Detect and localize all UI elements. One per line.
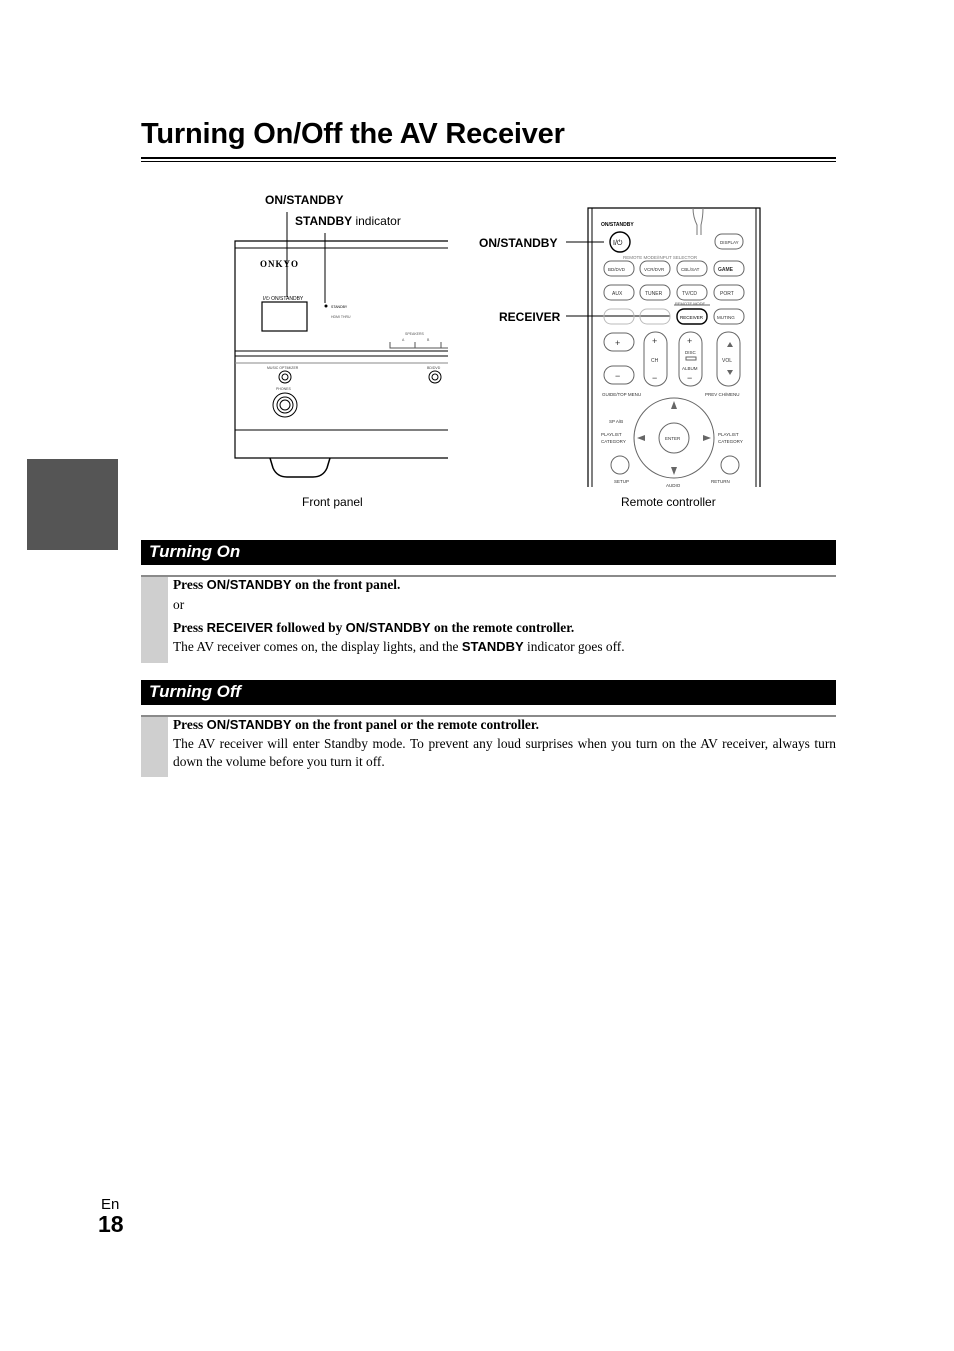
remote-album-label: ALBUM: [682, 366, 698, 371]
remote-guide: GUIDE/TOP MENU: [602, 392, 642, 397]
remote-top-label: ON/STANDBY: [601, 222, 634, 228]
remote-ch-minus: −: [652, 373, 658, 383]
remote-setup: SETUP: [614, 479, 630, 484]
remote-disc-label: DISC: [685, 350, 696, 355]
remote-plus: +: [615, 338, 621, 348]
remote-btn-muting: MUTING: [717, 315, 735, 320]
panel-speakers-a: A: [402, 338, 405, 342]
panel-button-label: I/⏻ ON/STANDBY: [263, 296, 304, 302]
panel-speakers-b: B: [427, 338, 430, 342]
turning-on-step-marker: [141, 577, 168, 663]
front-panel-illustration: [225, 205, 455, 490]
turning-on-line4: The AV receiver comes on, the display lights, and the STANDBY indicator goes off.: [173, 638, 625, 654]
panel-speakers-text: SPEAKERS: [405, 332, 424, 336]
remote-disc-plus: +: [687, 336, 693, 346]
page-title: Turning On/Off the AV Receiver: [141, 118, 565, 150]
remote-btn-game: GAME: [718, 267, 733, 273]
remote-on-standby-callout: ON/STANDBY: [479, 236, 558, 250]
turning-off-line2: The AV receiver will enter Standby mode. To prevent any loud surprises when you turn on the AV receiver, always turn down the volume before you turn it off.: [173, 735, 836, 769]
remote-enter: ENTER: [665, 436, 681, 441]
panel-music-optimizer: MUSIC OPTIMIZER: [267, 366, 299, 370]
page-language: En: [101, 1196, 120, 1213]
remote-btn-receiver: RECEIVER: [680, 315, 704, 320]
front-panel-caption: Front panel: [302, 495, 363, 509]
turning-on-or: or: [173, 596, 185, 612]
turning-on-line3: Press RECEIVER followed by ON/STANDBY on the remote controller.: [173, 620, 575, 635]
remote-playlist-right: PLAYLIST: [718, 432, 739, 437]
remote-vol-label: VOL: [722, 358, 733, 364]
panel-hdmi-text: HDMI THRU: [331, 315, 351, 319]
remote-power-glyph: I/⏻: [613, 240, 623, 247]
turning-off-heading-bar: [141, 680, 836, 705]
remote-btn-aux: AUX: [612, 291, 623, 297]
remote-category-right: CATEGORY: [718, 439, 743, 444]
front-on-standby-callout: ON/STANDBY: [265, 193, 344, 207]
remote-btn-port: PORT: [720, 291, 734, 297]
onkyo-logo: ONKYO: [260, 259, 300, 269]
standby-callout-rest: indicator: [352, 214, 401, 228]
remote-ch-label: CH: [651, 358, 659, 364]
remote-illustration: [560, 205, 770, 490]
remote-return: RETURN: [711, 479, 730, 484]
panel-bd-dvd: BD/DVD: [427, 366, 441, 370]
remote-ch-plus: +: [652, 336, 658, 346]
remote-sp-ab: SP A/B: [609, 419, 624, 424]
remote-display-btn: DISPLAY: [720, 240, 739, 245]
panel-phones: PHONES: [276, 387, 291, 391]
turning-on-heading-bar: [141, 540, 836, 565]
panel-standby-text: STANDBY: [331, 305, 348, 309]
title-rule-thin: [141, 161, 836, 162]
title-rule: [141, 157, 836, 159]
remote-prev: PREV CH/MENU: [705, 392, 740, 397]
turning-off-body: [173, 716, 836, 772]
turning-off-step-marker: [141, 717, 168, 777]
remote-controller-caption: Remote controller: [621, 495, 716, 509]
turning-on-line1: Press ON/STANDBY on the front panel.: [173, 577, 401, 592]
remote-album-minus: −: [687, 373, 693, 383]
remote-playlist-left: PLAYLIST: [601, 432, 622, 437]
remote-selector-label: REMOTE MODE/INPUT SELECTOR: [623, 255, 698, 260]
remote-audio: AUDIO: [666, 483, 681, 488]
page-number: 18: [98, 1211, 124, 1237]
turning-on-heading: Turning On: [149, 542, 241, 561]
remote-btn-tv-cd: TV/CD: [682, 291, 697, 297]
side-tab: [27, 459, 118, 550]
turning-off-line1: Press ON/STANDBY on the front panel or the remote controller.: [173, 717, 539, 732]
remote-btn-tuner: TUNER: [645, 291, 663, 297]
remote-btn-vcr-dvr: VCR/DVR: [644, 267, 665, 272]
remote-btn-cbl-sat: CBL/SAT: [681, 267, 700, 272]
standby-led: [325, 305, 328, 308]
remote-minus: −: [615, 371, 621, 381]
turning-off-heading: Turning Off: [149, 682, 241, 701]
remote-category-left: CATEGORY: [601, 439, 626, 444]
remote-mode-label: REMOTE MODE: [675, 301, 706, 306]
remote-receiver-callout: RECEIVER: [499, 310, 561, 324]
turning-on-body: [173, 576, 836, 656]
standby-callout-bold: STANDBY: [295, 214, 353, 228]
remote-btn-bd-dvd: BD/DVD: [608, 267, 626, 272]
